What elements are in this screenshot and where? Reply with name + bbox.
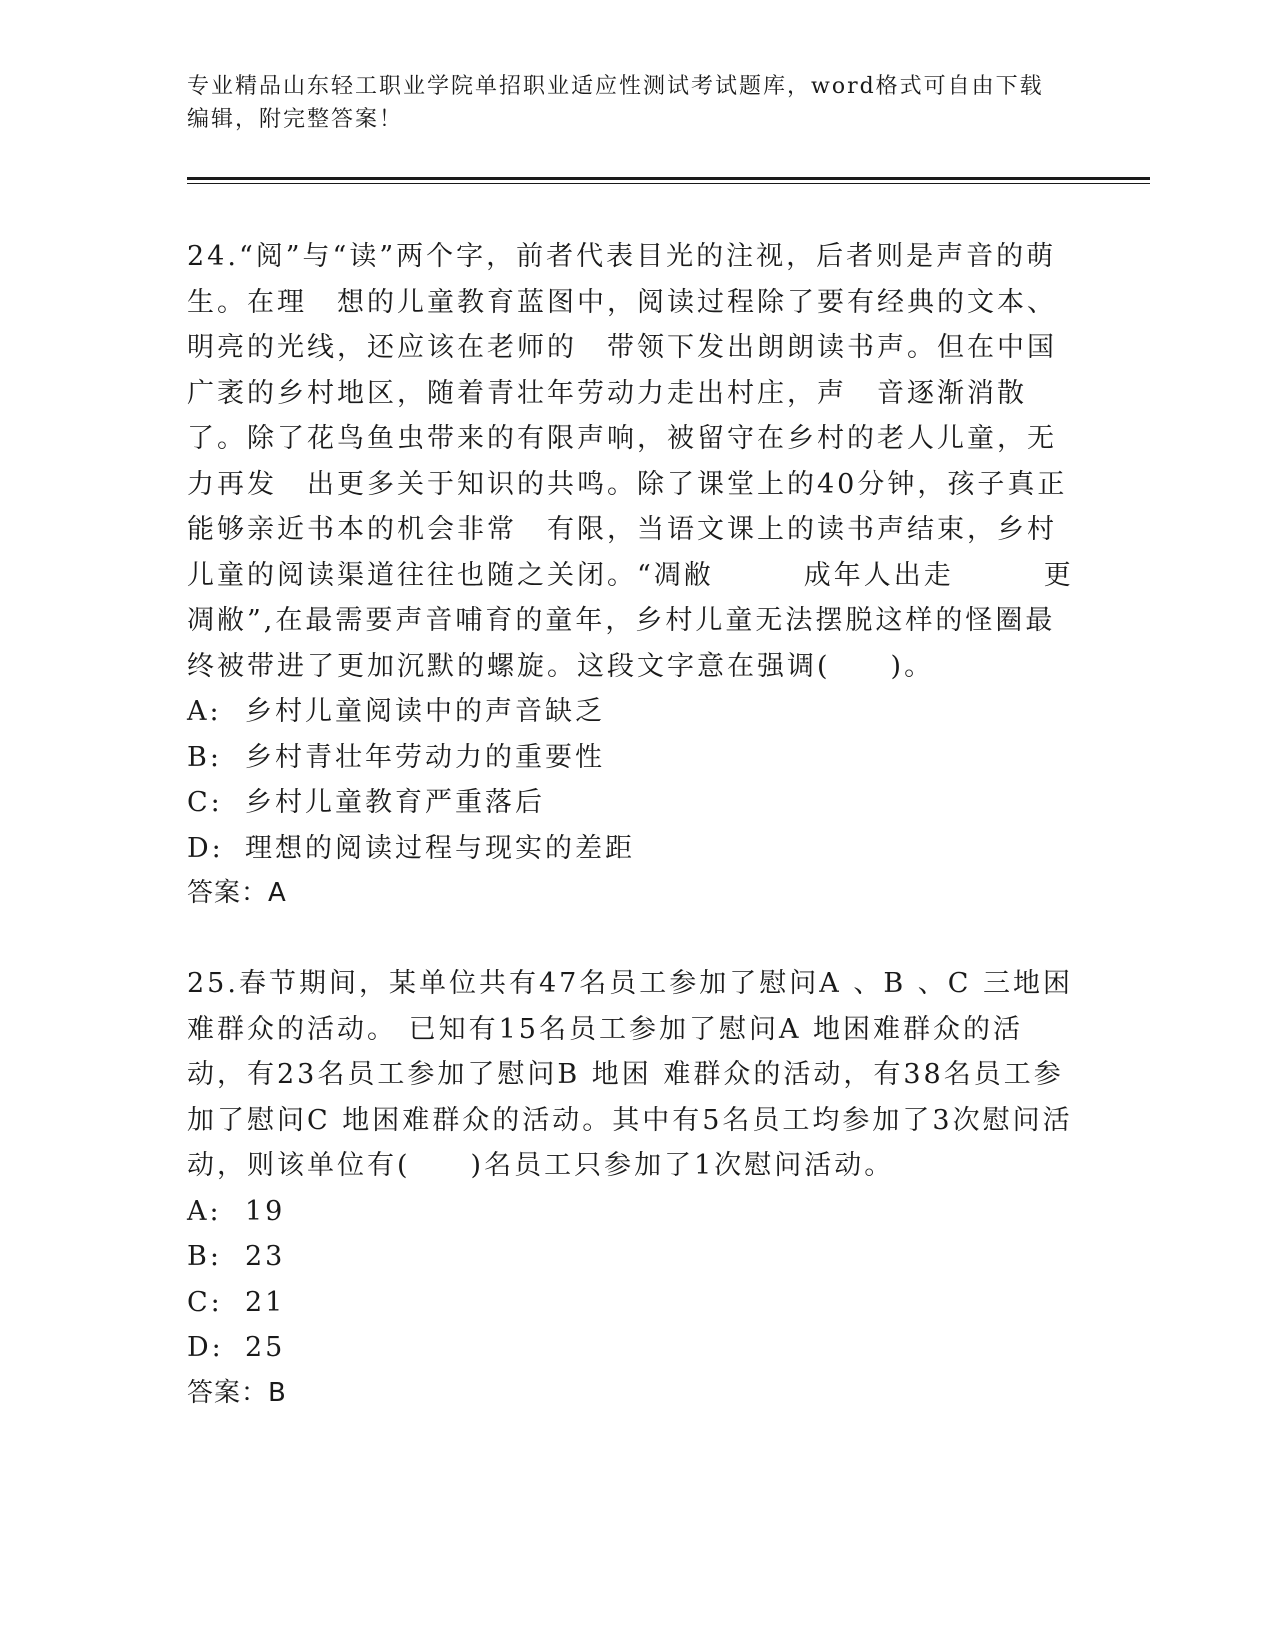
option-key: C: [187,787,223,818]
option-key: A: [187,696,222,727]
option-text: 乡村青壮年劳动力的重要性 [245,741,605,773]
option-c [187,1280,1077,1326]
option-a [187,689,1077,735]
question-stem: 25.春节期间，某单位共有47名员工参加了慰问A 、B 、C 三地困难群众的活动。 已知有15名员工参加了慰问A 地困难群众的活动，有23名员工参加了慰问B 地困 难群众的活动，有38名员工参加了慰问C 地困难群众的活动。其中有5名员工均参加了3次慰问活动，则该单位有( )名员工只参加了1次慰问活动。 [187,968,1074,1181]
option-b [187,735,1077,781]
answer-line: 答案：B [187,1377,287,1408]
option-text: 理想的阅读过程与现实的差距 [245,832,635,864]
option-c [187,780,1077,826]
page-header: 专业精品山东轻工职业学院单招职业适应性测试考试题库，word格式可自由下载编辑，附完整答案！ [187,74,1044,132]
option-key: A: [187,1195,222,1227]
option-key: D: [187,832,224,864]
option-a [187,1189,1077,1235]
option-b [187,1234,1077,1280]
option-d [187,826,1077,872]
header-divider-thin [187,183,1150,184]
option-text: 25 [245,1332,286,1363]
option-text: 19 [245,1195,286,1227]
answer-line: 答案：A [187,878,287,908]
option-key: D: [187,1332,224,1363]
option-key: B: [187,1241,222,1272]
option-key: B: [187,741,222,773]
option-key: C: [187,1286,223,1318]
option-d [187,1325,1077,1371]
question-25 [187,961,1077,1416]
option-text: 乡村儿童教育严重落后 [245,787,545,818]
option-text: 21 [245,1286,286,1318]
option-text: 乡村儿童阅读中的声音缺乏 [245,696,605,727]
question-stem: 24.“阅”与“读”两个字，前者代表目光的注视，后者则是声音的萌生。在理 想的儿童教育蓝图中，阅读过程除了要有经典的文本、明亮的光线，还应该在老师的 带领下发出朗朗读书声。但在中国广袤的乡村地区，随着青壮年劳动力走出村庄，声 音逐渐消散了。除了花鸟鱼虫带来的有限声响，被留守在乡村的老人儿童，无力再发 出更多关于知识的共鸣。除了课堂上的40分钟，孩子真正能够亲近书本的机会非常 有限，当语文课上的读书声结束，乡村儿童的阅读渠道往往也随之关闭。“凋敝 成年人出走 更凋敝”,在最需要声音哺育的童年，乡村儿童无法摆脱这样的怪圈最终被带进了更加沉默的螺旋。这段文字意在强调( )。 [187,241,1074,682]
option-text: 23 [245,1241,286,1272]
question-24 [187,234,1077,917]
header-divider-thick [187,177,1150,180]
